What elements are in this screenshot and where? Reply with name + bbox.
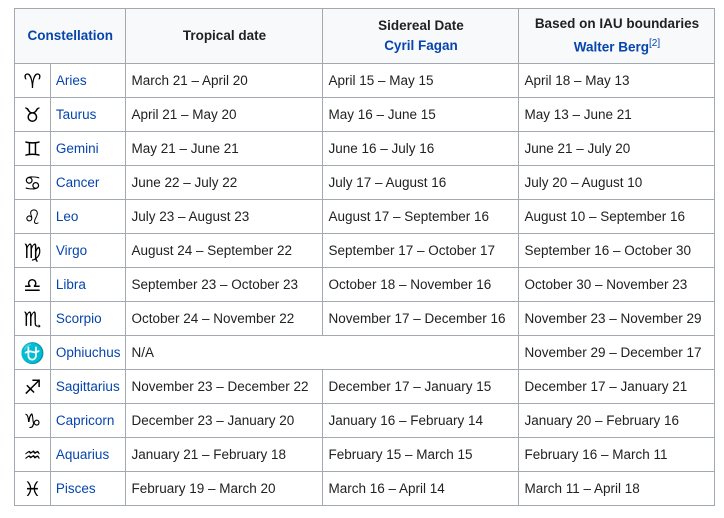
iau-date-cell: December 17 – January 21 (519, 370, 715, 404)
table-row (15, 370, 715, 404)
iau-date-cell: August 10 – September 16 (519, 200, 715, 234)
tropical-date-cell: February 19 – March 20 (126, 472, 323, 506)
iau-date-cell: April 18 – May 13 (519, 64, 715, 98)
header-sidereal-date (323, 9, 519, 64)
iau-date-cell: November 29 – December 17 (519, 336, 715, 370)
header-row (15, 9, 715, 64)
aquarius-icon: ♒ (15, 438, 51, 472)
constellation-cell (50, 404, 126, 438)
header-sidereal-title: Sidereal Date (378, 18, 464, 33)
aries-icon: ♈ (15, 64, 51, 98)
constellation-cell (50, 64, 126, 98)
table-row (15, 200, 715, 234)
header-constellation: Constellation (15, 9, 126, 64)
header-iau-boundaries (519, 9, 715, 64)
taurus-icon: ♉ (15, 98, 51, 132)
constellation-cell (50, 438, 126, 472)
table-row (15, 302, 715, 336)
iau-date-cell: February 16 – March 11 (519, 438, 715, 472)
constellation-link[interactable]: Scorpio (55, 311, 102, 326)
tropical-date-cell: May 21 – June 21 (126, 132, 323, 166)
constellation-cell (50, 336, 126, 370)
sidereal-date-cell: November 17 – December 16 (323, 302, 519, 336)
constellation-cell (50, 472, 126, 506)
tropical-date-cell: August 24 – September 22 (126, 234, 323, 268)
table-row (15, 472, 715, 506)
sidereal-date-cell: August 17 – September 16 (323, 200, 519, 234)
constellation-link[interactable]: Leo (55, 209, 79, 224)
constellation-link[interactable]: Taurus (55, 107, 97, 122)
gemini-icon: ♊ (15, 132, 51, 166)
iau-date-cell: May 13 – June 21 (519, 98, 715, 132)
tropical-date-cell: April 21 – May 20 (126, 98, 323, 132)
walter-berg-link[interactable]: Walter Berg (573, 39, 650, 55)
constellation-link[interactable]: Sagittarius (55, 379, 120, 394)
reference-2-link[interactable]: [2] (649, 38, 661, 50)
libra-icon: ♎ (15, 268, 51, 302)
constellation-link[interactable]: Libra (55, 277, 86, 292)
tropical-date-cell: N/A (126, 336, 519, 370)
table-row (15, 438, 715, 472)
constellation-link[interactable]: Virgo (55, 243, 88, 258)
table-row (15, 166, 715, 200)
constellation-cell (50, 98, 126, 132)
tropical-date-cell: October 24 – November 22 (126, 302, 323, 336)
tropical-date-cell: March 21 – April 20 (126, 64, 323, 98)
constellation-link[interactable]: Aries (55, 73, 87, 88)
tropical-date-cell: September 23 – October 23 (126, 268, 323, 302)
iau-date-cell: March 11 – April 18 (519, 472, 715, 506)
header-iau-title: Based on IAU boundaries (534, 16, 700, 32)
sidereal-date-cell: June 16 – July 16 (323, 132, 519, 166)
virgo-icon: ♍ (15, 234, 51, 268)
iau-date-cell: September 16 – October 30 (519, 234, 715, 268)
capricorn-icon: ♑ (15, 404, 51, 438)
constellation-link[interactable]: Pisces (55, 481, 96, 496)
sidereal-date-cell: May 16 – June 15 (323, 98, 519, 132)
tropical-date-cell: January 21 – February 18 (126, 438, 323, 472)
tropical-date-cell: November 23 – December 22 (126, 370, 323, 404)
table-row (15, 234, 715, 268)
iau-date-cell: June 21 – July 20 (519, 132, 715, 166)
constellation-cell (50, 370, 126, 404)
sidereal-date-cell: July 17 – August 16 (323, 166, 519, 200)
header-tropical-date: Tropical date (126, 9, 323, 64)
constellation-cell (50, 234, 126, 268)
sidereal-date-cell: March 16 – April 14 (323, 472, 519, 506)
table-row (15, 132, 715, 166)
constellation-link[interactable]: Ophiuchus (55, 345, 121, 360)
iau-date-cell: July 20 – August 10 (519, 166, 715, 200)
tropical-date-cell: December 23 – January 20 (126, 404, 323, 438)
sidereal-date-cell: October 18 – November 16 (323, 268, 519, 302)
leo-icon: ♌ (15, 200, 51, 234)
table-row (15, 336, 715, 370)
iau-date-cell: January 20 – February 16 (519, 404, 715, 438)
constellation-link[interactable]: Cancer (55, 175, 100, 190)
constellation-link[interactable]: Aquarius (55, 447, 110, 462)
tropical-date-cell: June 22 – July 22 (126, 166, 323, 200)
sidereal-date-cell: February 15 – March 15 (323, 438, 519, 472)
table-row (15, 268, 715, 302)
cyril-fagan-link[interactable]: Cyril Fagan (384, 38, 458, 53)
constellation-cell (50, 200, 126, 234)
sidereal-date-cell: January 16 – February 14 (323, 404, 519, 438)
constellation-cell (50, 132, 126, 166)
constellation-cell (50, 302, 126, 336)
tropical-date-cell: July 23 – August 23 (126, 200, 323, 234)
sidereal-date-cell: December 17 – January 15 (323, 370, 519, 404)
pisces-icon: ♓ (15, 472, 51, 506)
constellation-link[interactable]: Gemini (55, 141, 99, 156)
zodiac-dates-table (14, 8, 715, 506)
scorpio-icon: ♏ (15, 302, 51, 336)
table-row (15, 64, 715, 98)
table-row (15, 98, 715, 132)
sidereal-date-cell: September 17 – October 17 (323, 234, 519, 268)
iau-date-cell: October 30 – November 23 (519, 268, 715, 302)
cancer-icon: ♋ (15, 166, 51, 200)
sagittarius-icon: ♐ (15, 370, 51, 404)
ophiuchus-icon: ⛎ (15, 336, 51, 370)
iau-date-cell: November 23 – November 29 (519, 302, 715, 336)
sidereal-date-cell: April 15 – May 15 (323, 64, 519, 98)
table-body (15, 64, 715, 506)
table-row (15, 404, 715, 438)
constellation-cell (50, 268, 126, 302)
constellation-cell (50, 166, 126, 200)
constellation-link[interactable]: Capricorn (55, 413, 115, 428)
